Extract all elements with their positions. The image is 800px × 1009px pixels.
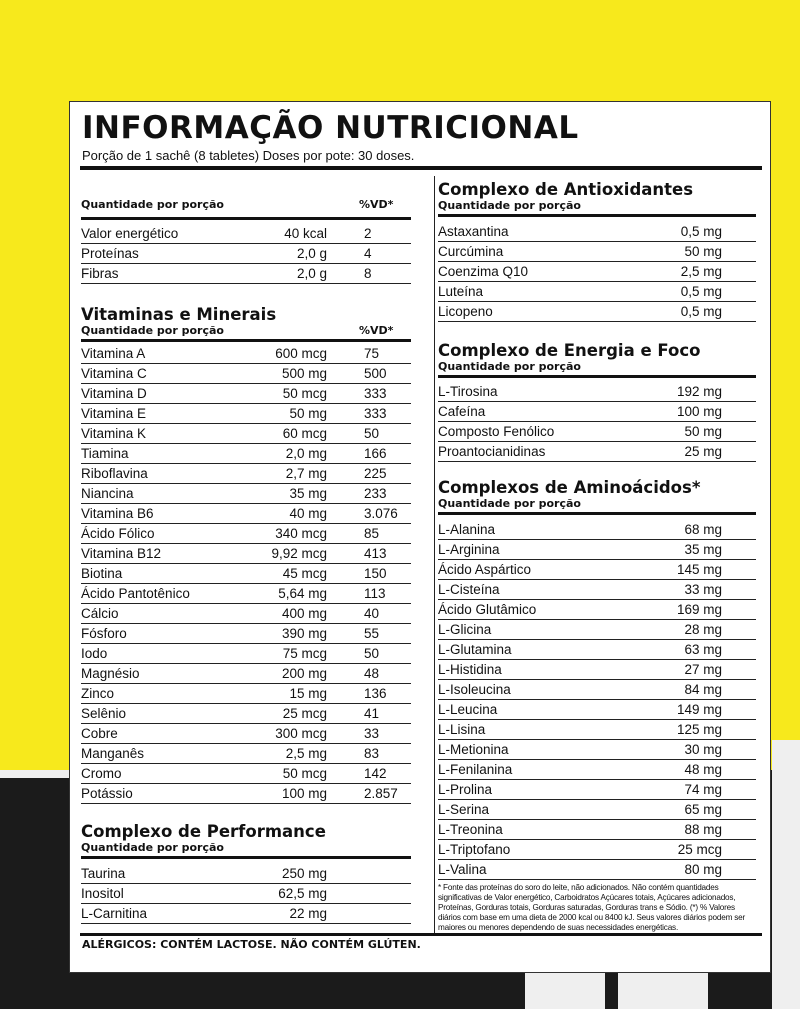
nutrient-amount: 40 kcal bbox=[284, 226, 327, 241]
nutrient-amount: 15 mg bbox=[289, 686, 327, 701]
header-vd: %VD* bbox=[359, 324, 394, 337]
divider bbox=[81, 339, 411, 342]
table-row bbox=[438, 700, 756, 720]
nutrient-name: Iodo bbox=[81, 646, 108, 661]
nutrient-amount: 2,0 mg bbox=[285, 446, 327, 461]
table-row bbox=[81, 344, 411, 364]
nutrient-amount: 50 mg bbox=[684, 244, 722, 259]
nutrient-vd: 8 bbox=[364, 266, 372, 281]
nutrient-name: Potássio bbox=[81, 786, 133, 801]
table-row bbox=[81, 504, 411, 524]
table-row bbox=[81, 424, 411, 444]
performance-header: Quantidade por porção bbox=[81, 841, 224, 854]
table-row bbox=[81, 884, 411, 904]
table-row bbox=[81, 684, 411, 704]
nutrient-amount: 50 mg bbox=[684, 424, 722, 439]
nutrient-vd: 136 bbox=[364, 686, 387, 701]
table-row bbox=[438, 620, 756, 640]
nutrient-name: Ácido Pantotênico bbox=[81, 586, 190, 601]
nutrient-vd: 166 bbox=[364, 446, 387, 461]
nutrient-amount: 0,5 mg bbox=[680, 304, 722, 319]
nutrient-amount: 390 mg bbox=[281, 626, 327, 641]
table-row bbox=[81, 544, 411, 564]
section-title: Complexo de Antioxidantes bbox=[438, 180, 694, 199]
divider bbox=[438, 214, 756, 217]
antioxidants-header: Quantidade por porção bbox=[438, 199, 581, 212]
nutrient-name: Fibras bbox=[81, 266, 119, 281]
table-row bbox=[438, 580, 756, 600]
table-row bbox=[81, 784, 411, 804]
nutrient-name: Proantocianidinas bbox=[438, 444, 546, 459]
nutrient-amount: 60 mcg bbox=[282, 426, 327, 441]
nutrient-vd: 225 bbox=[364, 466, 387, 481]
nutrient-name: Composto Fenólico bbox=[438, 424, 555, 439]
nutrient-amount: 2,0 g bbox=[296, 266, 327, 281]
page-title: INFORMAÇÃO NUTRICIONAL bbox=[82, 110, 579, 146]
nutrient-vd: 4 bbox=[364, 246, 372, 261]
vitamins-header bbox=[81, 324, 411, 337]
nutrient-name: L-Triptofano bbox=[438, 842, 511, 857]
column-divider bbox=[434, 176, 435, 933]
nutrient-name: Taurina bbox=[81, 866, 126, 881]
nutrient-vd: 83 bbox=[364, 746, 380, 761]
table-row bbox=[81, 664, 411, 684]
section-title: Complexo de Energia e Foco bbox=[438, 341, 701, 360]
table-row bbox=[81, 444, 411, 464]
table-row bbox=[438, 222, 756, 242]
table-row bbox=[81, 264, 411, 284]
nutrient-amount: 145 mg bbox=[676, 562, 722, 577]
nutrient-name: Cafeína bbox=[438, 404, 486, 419]
table-row bbox=[81, 724, 411, 744]
nutrient-name: Proteínas bbox=[81, 246, 139, 261]
nutrient-vd: 2 bbox=[364, 226, 372, 241]
nutrient-vd: 75 bbox=[364, 346, 380, 361]
nutrient-amount: 100 mg bbox=[281, 786, 327, 801]
section-title: Complexo de Performance bbox=[81, 822, 326, 841]
nutrient-amount: 68 mg bbox=[684, 522, 722, 537]
header-vd: %VD* bbox=[359, 198, 394, 211]
nutrient-name: L-Lisina bbox=[438, 722, 486, 737]
nutrient-amount: 30 mg bbox=[684, 742, 722, 757]
energy-rows bbox=[438, 382, 756, 462]
nutrient-amount: 125 mg bbox=[676, 722, 722, 737]
nutrient-vd: 142 bbox=[364, 766, 387, 781]
nutrient-name: Riboflavina bbox=[81, 466, 148, 481]
nutrient-name: Fósforo bbox=[81, 626, 127, 641]
nutrient-amount: 88 mg bbox=[684, 822, 722, 837]
energy-section bbox=[438, 341, 756, 462]
nutrient-amount: 2,7 mg bbox=[285, 466, 327, 481]
table-row bbox=[81, 404, 411, 424]
basic-header bbox=[81, 198, 411, 211]
table-row bbox=[438, 242, 756, 262]
table-row bbox=[81, 584, 411, 604]
divider bbox=[80, 933, 762, 936]
nutrient-name: Licopeno bbox=[438, 304, 493, 319]
table-row bbox=[438, 442, 756, 462]
table-row bbox=[438, 860, 756, 880]
serving-info: Porção de 1 sachê (8 tabletes) Doses por pote: 30 doses. bbox=[82, 148, 415, 163]
nutrient-vd: 41 bbox=[364, 706, 380, 721]
nutrient-name: L-Leucina bbox=[438, 702, 498, 717]
nutrient-name: Inositol bbox=[81, 886, 124, 901]
nutrient-amount: 84 mg bbox=[684, 682, 722, 697]
nutrient-name: Vitamina B6 bbox=[81, 506, 154, 521]
nutrient-amount: 45 mcg bbox=[282, 566, 327, 581]
nutrient-name: L-Alanina bbox=[438, 522, 496, 537]
nutrient-name: Vitamina A bbox=[81, 346, 146, 361]
table-row bbox=[438, 800, 756, 820]
amino-section bbox=[438, 478, 756, 880]
nutrient-name: L-Tirosina bbox=[438, 384, 498, 399]
nutrient-amount: 300 mcg bbox=[275, 726, 327, 741]
table-row bbox=[81, 464, 411, 484]
table-row bbox=[438, 422, 756, 442]
divider bbox=[438, 512, 756, 515]
nutrient-vd: 55 bbox=[364, 626, 380, 641]
nutrient-amount: 28 mg bbox=[684, 622, 722, 637]
nutrient-name: Cobre bbox=[81, 726, 118, 741]
performance-section bbox=[81, 822, 411, 924]
nutrient-name: Luteína bbox=[438, 284, 484, 299]
table-row bbox=[81, 644, 411, 664]
nutrient-vd: 333 bbox=[364, 406, 387, 421]
nutrient-name: Vitamina K bbox=[81, 426, 147, 441]
nutrient-amount: 9,92 mcg bbox=[271, 546, 327, 561]
divider bbox=[81, 217, 411, 220]
table-row bbox=[81, 524, 411, 544]
table-row bbox=[438, 680, 756, 700]
table-row bbox=[438, 382, 756, 402]
table-row bbox=[438, 660, 756, 680]
nutrient-amount: 62,5 mg bbox=[278, 886, 327, 901]
nutrient-amount: 192 mg bbox=[676, 384, 722, 399]
header-label: Quantidade por porção bbox=[81, 324, 224, 337]
amino-rows bbox=[438, 520, 756, 880]
nutrient-vd: 333 bbox=[364, 386, 387, 401]
nutrient-name: Magnésio bbox=[81, 666, 140, 681]
table-row bbox=[438, 640, 756, 660]
nutrient-amount: 50 mcg bbox=[282, 386, 327, 401]
nutrient-name: Manganês bbox=[81, 746, 145, 761]
nutrient-amount: 200 mg bbox=[281, 666, 327, 681]
nutrient-amount: 50 mcg bbox=[282, 766, 327, 781]
energy-header: Quantidade por porção bbox=[438, 360, 581, 373]
header-label: Quantidade por porção bbox=[81, 198, 224, 211]
table-row bbox=[438, 262, 756, 282]
table-row bbox=[438, 760, 756, 780]
nutrient-vd: 3.076 bbox=[364, 506, 398, 521]
brush-stroke bbox=[0, 770, 70, 778]
table-row bbox=[81, 224, 411, 244]
nutrient-name: Zinco bbox=[81, 686, 115, 701]
nutrient-amount: 33 mg bbox=[684, 582, 722, 597]
table-row bbox=[438, 282, 756, 302]
nutrient-name: Cálcio bbox=[81, 606, 119, 621]
section-title: Complexos de Aminoácidos* bbox=[438, 478, 701, 497]
nutrient-amount: 149 mg bbox=[676, 702, 722, 717]
nutrient-amount: 500 mg bbox=[281, 366, 327, 381]
nutrient-amount: 0,5 mg bbox=[680, 284, 722, 299]
nutrient-vd: 48 bbox=[364, 666, 380, 681]
vitamin-rows bbox=[81, 344, 411, 804]
right-column bbox=[438, 180, 756, 933]
nutrient-amount: 40 mg bbox=[289, 506, 327, 521]
nutrient-amount: 25 mcg bbox=[282, 706, 327, 721]
table-row bbox=[81, 604, 411, 624]
nutrient-amount: 2,0 g bbox=[296, 246, 327, 261]
nutrient-amount: 35 mg bbox=[289, 486, 327, 501]
nutrient-amount: 80 mg bbox=[684, 862, 722, 877]
table-row bbox=[81, 704, 411, 724]
nutrient-name: L-Valina bbox=[438, 862, 487, 877]
nutrient-amount: 600 mcg bbox=[275, 346, 327, 361]
nutrient-amount: 74 mg bbox=[684, 782, 722, 797]
table-row bbox=[438, 740, 756, 760]
nutrient-vd: 40 bbox=[364, 606, 380, 621]
nutrient-name: Vitamina D bbox=[81, 386, 147, 401]
nutrient-vd: 150 bbox=[364, 566, 387, 581]
nutrient-name: Vitamina C bbox=[81, 366, 147, 381]
nutrient-name: Curcúmina bbox=[438, 244, 504, 259]
vitamins-section bbox=[81, 305, 411, 804]
nutrient-amount: 169 mg bbox=[676, 602, 722, 617]
brush-stroke bbox=[618, 973, 708, 1009]
table-row bbox=[438, 780, 756, 800]
allergen-notice: ALÉRGICOS: CONTÉM LACTOSE. NÃO CONTÉM GLÚTEN. bbox=[82, 938, 421, 951]
basic-rows bbox=[81, 224, 411, 284]
nutrient-vd: 413 bbox=[364, 546, 387, 561]
nutrient-name: L-Fenilanina bbox=[438, 762, 513, 777]
nutrient-amount: 5,64 mg bbox=[278, 586, 327, 601]
nutrient-amount: 35 mg bbox=[684, 542, 722, 557]
nutrient-name: Vitamina B12 bbox=[81, 546, 162, 561]
table-row bbox=[81, 624, 411, 644]
performance-rows bbox=[81, 864, 411, 924]
table-row bbox=[438, 600, 756, 620]
table-row bbox=[438, 720, 756, 740]
divider bbox=[80, 166, 762, 170]
amino-header: Quantidade por porção bbox=[438, 497, 581, 510]
table-row bbox=[81, 384, 411, 404]
antioxidant-rows bbox=[438, 222, 756, 322]
section-title: Vitaminas e Minerais bbox=[81, 305, 277, 324]
table-row bbox=[81, 484, 411, 504]
divider bbox=[438, 375, 756, 378]
nutrient-vd: 85 bbox=[364, 526, 380, 541]
nutrient-vd: 50 bbox=[364, 426, 380, 441]
table-row bbox=[438, 820, 756, 840]
nutrient-name: L-Carnitina bbox=[81, 906, 148, 921]
nutrient-name: Niancina bbox=[81, 486, 134, 501]
nutrient-vd: 500 bbox=[364, 366, 387, 381]
nutrient-name: Tiamina bbox=[81, 446, 129, 461]
table-row bbox=[81, 244, 411, 264]
antioxidants-section bbox=[438, 180, 756, 322]
nutrient-amount: 22 mg bbox=[289, 906, 327, 921]
nutrient-vd: 50 bbox=[364, 646, 380, 661]
nutrient-name: Astaxantina bbox=[438, 224, 509, 239]
nutrient-amount: 25 mcg bbox=[677, 842, 722, 857]
table-row bbox=[438, 560, 756, 580]
nutrient-name: Ácido Aspártico bbox=[438, 562, 532, 577]
nutrient-amount: 48 mg bbox=[684, 762, 722, 777]
nutrient-amount: 400 mg bbox=[281, 606, 327, 621]
basic-section bbox=[81, 198, 411, 284]
table-row bbox=[438, 520, 756, 540]
brush-stroke bbox=[772, 740, 800, 1009]
nutrient-name: L-Isoleucina bbox=[438, 682, 511, 697]
table-row bbox=[438, 840, 756, 860]
table-row bbox=[438, 540, 756, 560]
nutrient-vd: 233 bbox=[364, 486, 387, 501]
nutrient-amount: 340 mcg bbox=[275, 526, 327, 541]
brush-stroke bbox=[525, 973, 605, 1009]
nutrient-amount: 2,5 mg bbox=[285, 746, 327, 761]
table-row bbox=[438, 402, 756, 422]
divider bbox=[81, 856, 411, 859]
nutrient-name: Biotina bbox=[81, 566, 123, 581]
nutrient-name: L-Prolina bbox=[438, 782, 493, 797]
footnote: * Fonte das proteínas do soro do leite, não adicionados. Não contém quantidades significativas de Valor energético, Carboidratos Açúcares totais, Açúcares adicionados, Proteínas, Gorduras totais, Gorduras saturadas, Gorduras trans e Sódio. (*) % Valores diários com base em uma dieta de 2000 kcal ou 8400 kJ. Seus valores diários podem ser maiores ou menores dependendo de suas necessidades energéticas. bbox=[438, 883, 746, 932]
nutrient-name: Vitamina E bbox=[81, 406, 147, 421]
nutrient-name: L-Arginina bbox=[438, 542, 500, 557]
nutrient-name: L-Glicina bbox=[438, 622, 492, 637]
table-row bbox=[81, 864, 411, 884]
nutrient-vd: 2.857 bbox=[364, 786, 398, 801]
nutrient-name: Cromo bbox=[81, 766, 122, 781]
table-row bbox=[81, 564, 411, 584]
nutrient-name: L-Glutamina bbox=[438, 642, 512, 657]
nutrient-vd: 33 bbox=[364, 726, 380, 741]
table-row bbox=[81, 904, 411, 924]
nutrient-amount: 100 mg bbox=[676, 404, 722, 419]
nutrient-amount: 0,5 mg bbox=[680, 224, 722, 239]
nutrient-name: Selênio bbox=[81, 706, 127, 721]
nutrient-name: Valor energético bbox=[81, 226, 179, 241]
left-column bbox=[81, 198, 411, 924]
table-row bbox=[438, 302, 756, 322]
nutrient-name: L-Serina bbox=[438, 802, 490, 817]
nutrient-amount: 65 mg bbox=[684, 802, 722, 817]
nutrient-amount: 250 mg bbox=[281, 866, 327, 881]
table-row bbox=[81, 764, 411, 784]
nutrient-name: L-Histidina bbox=[438, 662, 502, 677]
table-row bbox=[81, 364, 411, 384]
nutrient-name: Ácido Fólico bbox=[81, 526, 155, 541]
table-row bbox=[81, 744, 411, 764]
nutrient-amount: 63 mg bbox=[684, 642, 722, 657]
nutrient-name: Ácido Glutâmico bbox=[438, 602, 537, 617]
nutrient-amount: 75 mcg bbox=[282, 646, 327, 661]
nutrient-amount: 27 mg bbox=[684, 662, 722, 677]
nutrient-amount: 25 mg bbox=[684, 444, 722, 459]
nutrition-panel bbox=[69, 101, 771, 973]
nutrient-name: L-Cisteína bbox=[438, 582, 500, 597]
nutrient-amount: 50 mg bbox=[289, 406, 327, 421]
nutrient-amount: 2,5 mg bbox=[680, 264, 722, 279]
nutrient-name: L-Metionina bbox=[438, 742, 509, 757]
nutrient-name: Coenzima Q10 bbox=[438, 264, 529, 279]
nutrient-name: L-Treonina bbox=[438, 822, 503, 837]
nutrient-vd: 113 bbox=[364, 586, 386, 601]
